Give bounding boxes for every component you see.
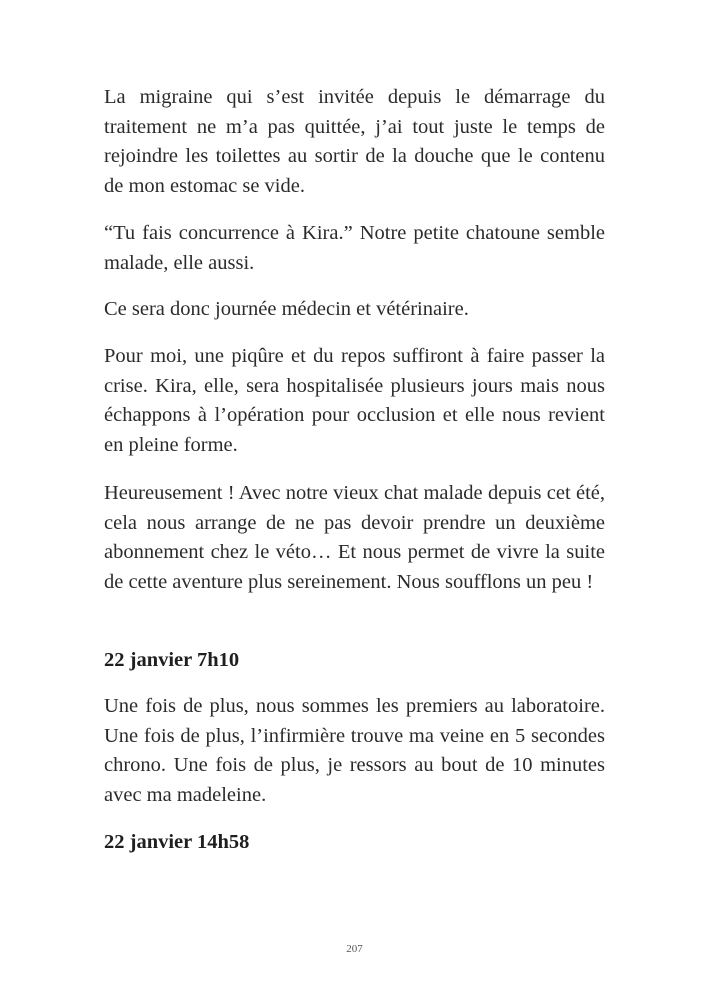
paragraph-kira-concurrence: “Tu fais concurrence à Kira.” Notre petite chatoune semble malade, elle aussi.: [104, 222, 605, 274]
paragraph-medecin-veterinaire: Ce sera donc journée médecin et vétérinaire.: [104, 298, 469, 320]
paragraph-migraine: La migraine qui s’est invitée depuis le démarrage du traitement ne m’a pas quittée, j’ai tout juste le temps de rejoindre les toilettes au sortir de la douche que le contenu de mon estomac se vide.: [104, 86, 605, 197]
page-number: 207: [346, 943, 363, 955]
paragraph-laboratoire: Une fois de plus, nous sommes les premiers au laboratoire. Une fois de plus, l’infirmière trouve ma veine en 5 secondes chrono. Une fois de plus, je ressors au bout de 10 minutes avec ma madeleine.: [104, 695, 605, 806]
section-heading-14h58: 22 janvier 14h58: [104, 831, 250, 853]
section-heading-7h10: 22 janvier 7h10: [104, 649, 240, 671]
paragraph-heureusement: Heureusement ! Avec notre vieux chat malade depuis cet été, cela nous arrange de ne pas devoir prendre un deuxième abonnement chez le véto… Et nous permet de vivre la suite de cette aventure plus sereinement. Nous soufflons un peu !: [104, 482, 605, 593]
paragraph-piqure: Pour moi, une piqûre et du repos suffiront à faire passer la crise. Kira, elle, sera hospitalisée plusieurs jours mais nous échappons à l’opération pour occlusion et elle nous revient en pleine forme.: [104, 345, 605, 456]
